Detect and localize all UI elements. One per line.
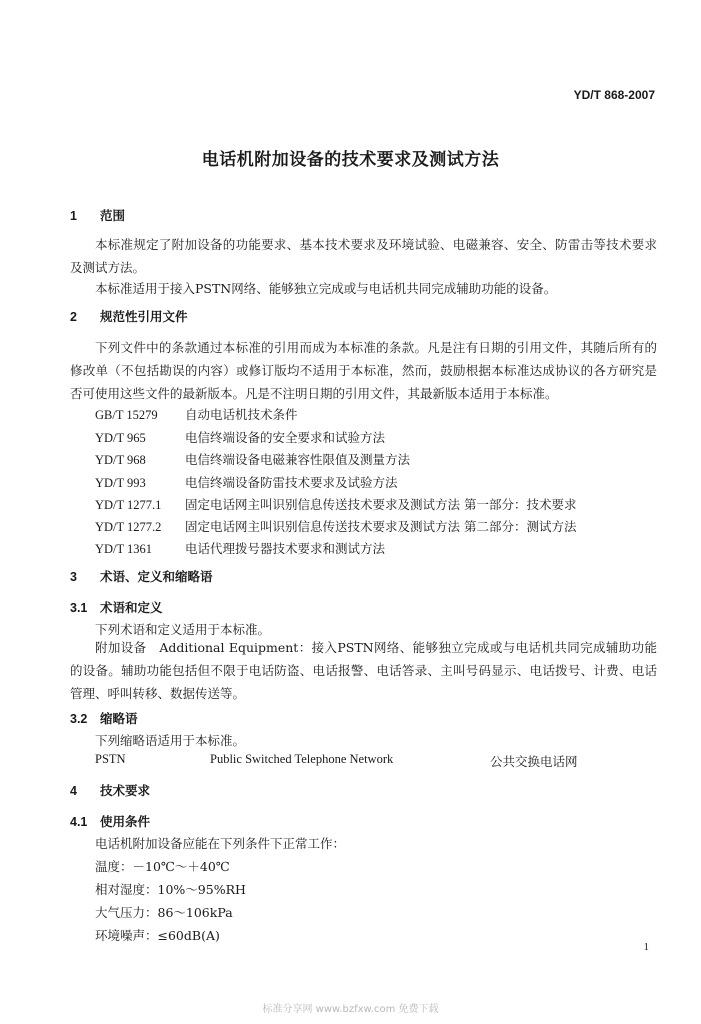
reference-title: 电信终端设备的安全要求和试验方法: [185, 430, 386, 445]
reference-title: 电信终端设备电磁兼容性限值及测量方法: [185, 452, 411, 467]
section-title: 使用条件: [100, 814, 151, 829]
reference-code: YD/T 968: [95, 453, 146, 467]
section-title: 范围: [100, 208, 126, 223]
reference-title: 固定电话网主叫识别信息传送技术要求及测试方法 第一部分：技术要求: [185, 497, 577, 512]
reference-code: GB/T 15279: [95, 408, 158, 422]
reference-item: [95, 405, 298, 423]
reference-title: 自动电话机技术条件: [185, 407, 298, 422]
reference-title: 固定电话网主叫识别信息传送技术要求及测试方法 第二部分：测试方法: [185, 519, 577, 534]
standard-code: YD/T 868-2007: [573, 88, 655, 102]
reference-title: 电信终端设备防雷技术要求及试验方法: [185, 475, 398, 490]
section-number: 3.2: [70, 712, 88, 726]
paragraph: 下列文件中的条款通过本标准的引用而成为本标准的条款。凡是注有日期的引用文件，其随后所有的修改单（不包括勘误的内容）或修订版均不适用于本标准，然而，鼓励根据本标准达成协议的各方研究是否可使用这些文件的最新版本。凡是不注明日期的引用文件，其最新版本适用于本标准。: [70, 340, 657, 401]
reference-item: [95, 450, 410, 468]
section-3-1-heading: [70, 598, 163, 616]
paragraph: 下列缩略语适用于本标准。: [95, 733, 246, 748]
section-number: 4.1: [70, 815, 88, 829]
section-2-heading: [70, 307, 188, 325]
reference-title: 电话代理拨号器技术要求和测试方法: [185, 541, 386, 556]
reference-item: [95, 495, 576, 513]
condition-item: 大气压力：86～106kPa: [95, 905, 233, 920]
section-4-heading: [70, 781, 150, 799]
section-title: 缩略语: [100, 711, 138, 726]
condition-item: 温度：－10℃～＋40℃: [95, 859, 230, 874]
reference-item: [95, 539, 385, 557]
footer-watermark: 标准分享网 www.bzfxw.com 免费下载: [262, 1004, 439, 1015]
condition-item: 环境噪声：≤60dB(A): [95, 928, 220, 943]
paragraph: 本标准适用于接入PSTN网络、能够独立完成或与电话机共同完成辅助功能的设备。: [95, 281, 557, 296]
section-title: 术语、定义和缩略语: [100, 569, 213, 584]
section-title: 规范性引用文件: [100, 309, 188, 324]
reference-code: YD/T 1277.2: [95, 520, 162, 534]
definition-paragraph: 附加设备 Additional Equipment：接入PSTN网络、能够独立完成或与电话机共同完成辅助功能的设备。辅助功能包括但不限于电话防盗、电话报警、电话答录、主叫号码显示、电话拨号、计费、电话管理、呼叫转移、数据传送等。: [70, 640, 657, 701]
section-number: 1: [70, 209, 77, 223]
section-3-heading: [70, 567, 213, 585]
section-1-heading: [70, 206, 125, 224]
section-title: 技术要求: [100, 783, 151, 798]
paragraph: 本标准规定了附加设备的功能要求、基本技术要求及环境试验、电磁兼容、安全、防雷击等技术要求及测试方法。: [70, 237, 657, 275]
reference-item: [95, 517, 576, 535]
section-3-2-heading: [70, 709, 138, 727]
condition-item: 相对湿度：10%～95%RH: [95, 882, 246, 897]
abbreviation-short: PSTN: [95, 752, 126, 766]
section-number: 3: [70, 570, 77, 584]
section-number: 3.1: [70, 601, 88, 615]
paragraph: 电话机附加设备应能在下列条件下正常工作：: [95, 836, 346, 851]
section-number: 2: [70, 310, 77, 324]
reference-item: [95, 473, 398, 491]
reference-code: YD/T 993: [95, 476, 146, 490]
reference-code: YD/T 1277.1: [95, 498, 162, 512]
reference-item: [95, 428, 385, 446]
abbreviation-chinese: 公共交换电话网: [490, 754, 578, 769]
abbreviation-english: Public Switched Telephone Network: [210, 752, 394, 766]
document-title: 电话机附加设备的技术要求及测试方法: [201, 150, 500, 170]
reference-code: YD/T 1361: [95, 542, 153, 556]
section-4-1-heading: [70, 812, 150, 830]
reference-code: YD/T 965: [95, 431, 146, 445]
section-number: 4: [70, 784, 77, 798]
paragraph: 下列术语和定义适用于本标准。: [95, 622, 271, 637]
section-title: 术语和定义: [100, 600, 163, 615]
page-number: 1: [643, 941, 649, 953]
